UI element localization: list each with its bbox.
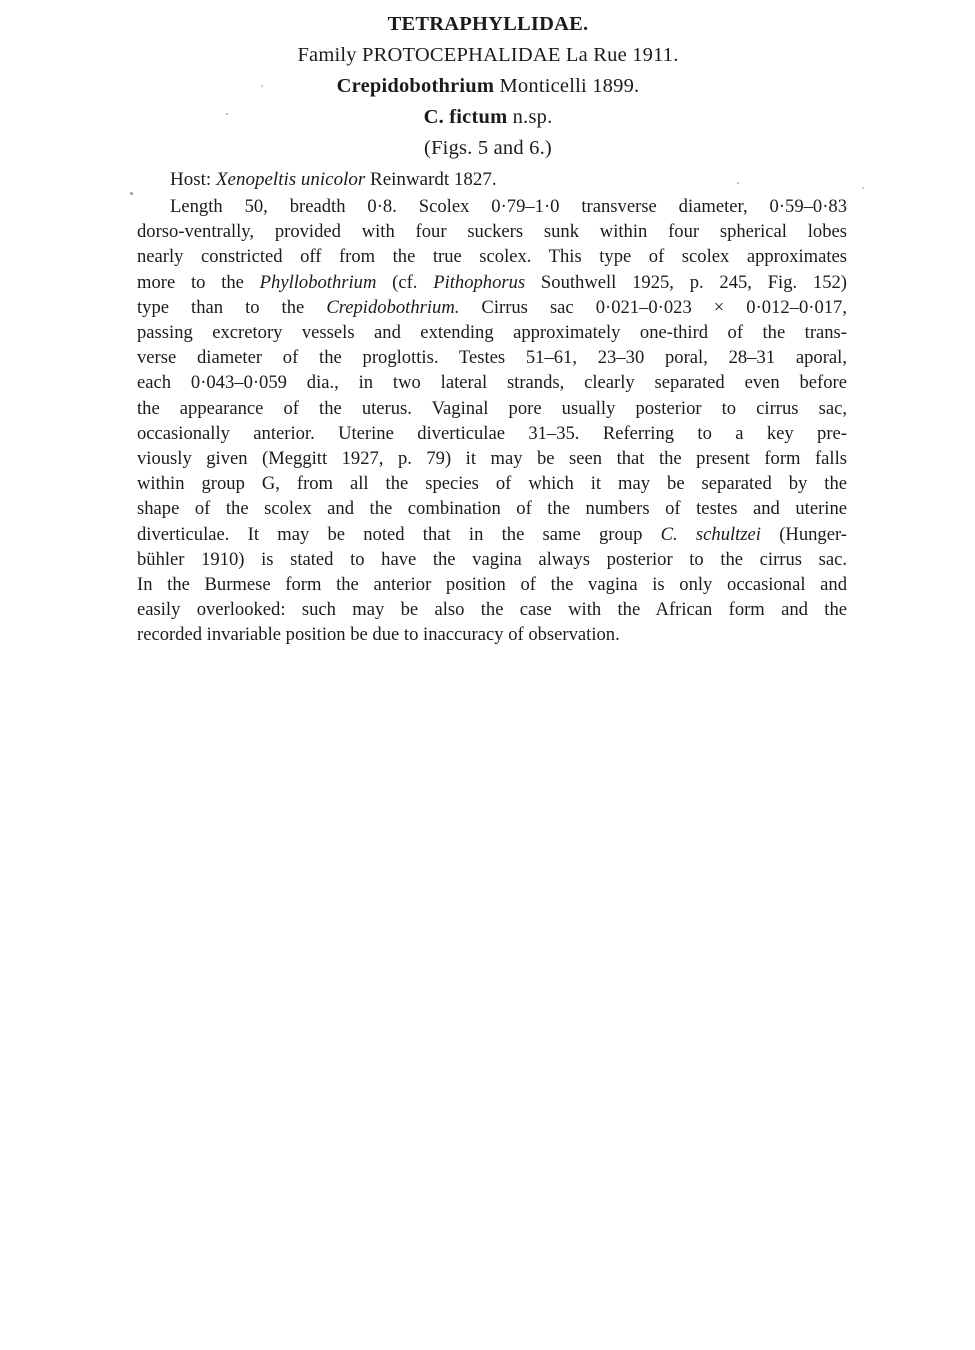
text-segment: C. schultzei xyxy=(660,523,761,545)
text-segment: (Figs. 5 and 6.) xyxy=(424,137,552,159)
paragraph-line xyxy=(137,396,847,421)
text-segment: TETRAPHYLLIDAE. xyxy=(387,13,589,35)
family-line xyxy=(132,40,844,71)
text-segment: (cf. xyxy=(376,271,434,293)
host-line xyxy=(137,166,847,194)
text-segment: Phyllobothrium xyxy=(259,271,377,293)
text-segment: (Hunger- xyxy=(760,523,847,545)
text-segment: Family PROTOCEPHALIDAE La Rue 1911. xyxy=(297,44,679,66)
paragraph-line xyxy=(137,194,847,219)
text-segment: diverticulae. It may be noted that in the same group xyxy=(137,523,661,545)
text-segment: Pithophorus xyxy=(433,271,526,293)
text-segment: Length 50, breadth 0·8. Scolex 0·79–1·0 transverse diameter, 0·59–0·83 xyxy=(170,196,847,217)
text-segment: viously given (Meggitt 1927, p. 79) it may be seen that the present form falls xyxy=(137,448,847,470)
text-segment: within group G, from all the species of which it may be separated by the xyxy=(137,473,847,495)
text-segment: bühler 1910) is stated to have the vagina always posterior to the cirrus sac. xyxy=(137,548,847,570)
text-segment: verse diameter of the proglottis. Testes 51–61, 23–30 poral, 28–31 aporal, xyxy=(137,347,847,369)
text-segment: C. fictum xyxy=(423,106,508,128)
paragraph-line xyxy=(137,295,847,320)
scan-speck xyxy=(261,85,263,87)
paragraph-line xyxy=(137,572,847,597)
text-segment: Host: xyxy=(170,169,216,190)
text-segment: n.sp. xyxy=(507,106,553,128)
paragraph-line xyxy=(137,370,847,395)
paragraph-line xyxy=(137,270,847,295)
text-segment: Southwell 1925, p. 245, Fig. 152) xyxy=(525,271,848,293)
figures-line xyxy=(132,133,844,164)
text-segment: Reinwardt 1827. xyxy=(365,169,497,190)
order-title xyxy=(132,9,844,40)
paragraph-line xyxy=(137,446,847,471)
paragraph-line xyxy=(137,622,847,647)
text-segment: shape of the scolex and the combination of the numbers of testes and uterine xyxy=(137,498,847,520)
paragraph-line xyxy=(137,219,847,244)
text-segment: Monticelli 1899. xyxy=(494,75,640,97)
scan-speck xyxy=(226,113,228,115)
text-segment: the appearance of the uterus. Vaginal pore usually posterior to cirrus sac, xyxy=(137,397,847,419)
body-block xyxy=(137,166,847,648)
text-segment: easily overlooked: such may be also the case with the African form and the xyxy=(137,599,847,621)
paragraph-line xyxy=(137,421,847,446)
paragraph-line xyxy=(137,547,847,572)
genus-line xyxy=(132,71,844,102)
paragraph-line xyxy=(137,345,847,370)
scan-speck xyxy=(862,187,864,189)
text-segment: occasionally anterior. Uterine diverticulae 31–35. Referring to a key pre- xyxy=(137,422,847,444)
scan-speck xyxy=(130,192,133,195)
text-segment: passing excretory vessels and extending approximately one-third of the trans- xyxy=(137,322,847,344)
text-segment: more to the xyxy=(137,271,260,293)
paragraph-line xyxy=(137,244,847,269)
paragraph-line xyxy=(137,496,847,521)
scan-speck xyxy=(737,182,739,184)
text-segment: dorso-ventrally, provided with four suckers sunk within four spherical lobes xyxy=(137,221,847,243)
text-segment: Cirrus sac 0·021–0·023 × 0·012–0·017, xyxy=(459,296,847,318)
paragraph-line xyxy=(137,522,847,547)
paragraph-line xyxy=(137,471,847,496)
text-segment: Xenopeltis unicolor xyxy=(215,169,366,190)
text-segment: recorded invariable position be due to inaccuracy of observation. xyxy=(137,624,620,646)
text-segment: Crepidobothrium. xyxy=(326,296,460,318)
paragraph-line xyxy=(137,597,847,622)
species-line xyxy=(132,102,844,133)
heading-block xyxy=(132,0,844,164)
text-segment: nearly constricted off from the true scolex. This type of scolex approximates xyxy=(137,246,847,268)
text-segment: Crepidobothrium xyxy=(336,75,495,97)
text-segment: In the Burmese form the anterior position of the vagina is only occasional and xyxy=(137,574,847,596)
text-segment: each 0·043–0·059 dia., in two lateral strands, clearly separated even before xyxy=(137,372,847,394)
paragraph-line xyxy=(137,320,847,345)
text-segment: type than to the xyxy=(137,296,327,318)
